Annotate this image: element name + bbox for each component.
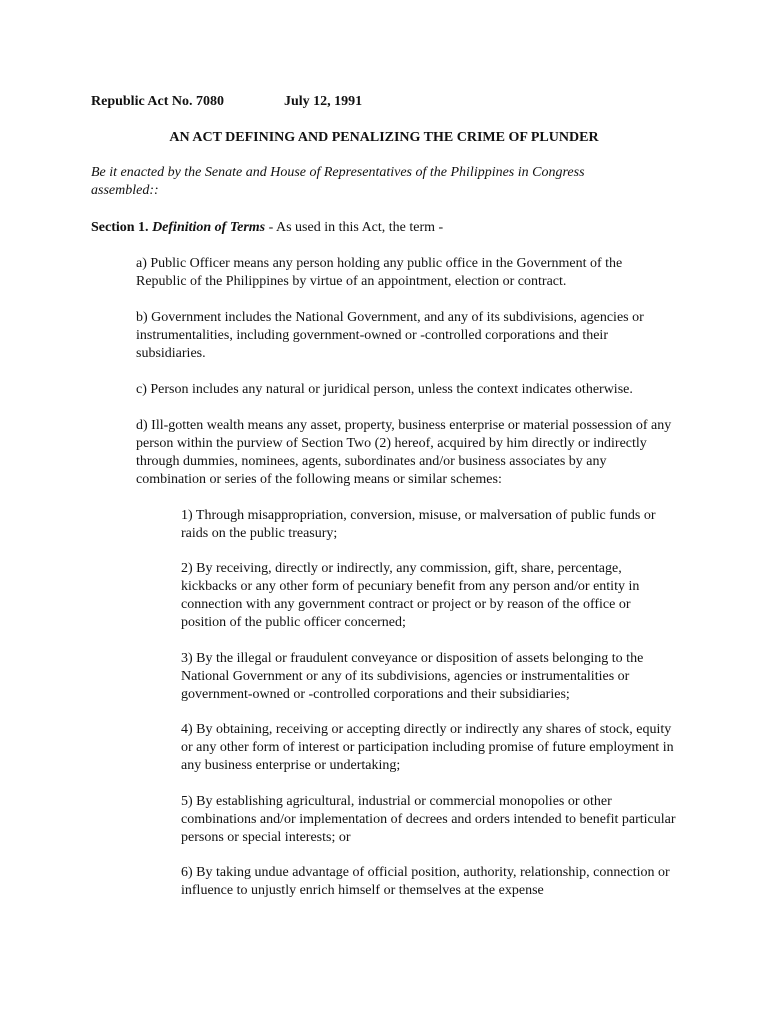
section-name: Definition of Terms xyxy=(152,220,266,235)
section-intro: - As used in this Act, the term - xyxy=(265,220,444,235)
definition-c: c) Person includes any natural or juridical person, unless the context indicates otherwise. xyxy=(136,382,633,397)
act-header xyxy=(91,93,363,111)
means-item-1: 1) Through misappropriation, conversion, misuse, or malversation of public funds or raids on the public treasury; xyxy=(181,508,656,541)
act-number: Republic Act No. 7080 xyxy=(91,94,224,109)
means-item-4: 4) By obtaining, receiving or accepting directly or indirectly any shares of stock, equity or any other form of interest or participation including promise of future employment in any business enterprise or undertaking; xyxy=(181,722,674,773)
section-1-heading xyxy=(91,219,443,237)
means-item-2: 2) By receiving, directly or indirectly, any commission, gift, share, percentage, kickbacks or any other form of pecuniary benefit from any person and/or entity in connection with any government contract or project or by reason of the office or position of the public officer concerned; xyxy=(181,561,640,630)
section-number: Section 1. xyxy=(91,220,149,235)
definition-a: a) Public Officer means any person holding any public office in the Government of the Republic of the Philippines by virtue of an appointment, election or contract. xyxy=(136,256,623,289)
means-item-6: 6) By taking undue advantage of official position, authority, relationship, connection or influence to unjustly enrich himself or themselves at the expense xyxy=(181,865,670,898)
act-date: July 12, 1991 xyxy=(284,94,363,109)
definition-d: d) Ill-gotten wealth means any asset, property, business enterprise or material possession of any person within the purview of Section Two (2) hereof, acquired by him directly or indirectly through dummies, nominees, agents, subordinates and/or business associates by any combination or series of the following means or similar schemes: xyxy=(136,418,672,487)
definition-b: b) Government includes the National Government, and any of its subdivisions, agencies or instrumentalities, including government-owned or -controlled corporations and their subsidiaries. xyxy=(136,310,644,361)
enacting-clause: Be it enacted by the Senate and House of Representatives of the Philippines in Congress assembled:: xyxy=(91,165,585,198)
act-title: AN ACT DEFINING AND PENALIZING THE CRIME OF PLUNDER xyxy=(169,130,599,145)
means-item-5: 5) By establishing agricultural, industrial or commercial monopolies or other combinations and/or implementation of decrees and orders intended to benefit particular persons or special interests; or xyxy=(181,794,676,845)
means-item-3: 3) By the illegal or fraudulent conveyance or disposition of assets belonging to the National Government or any of its subdivisions, agencies or instrumentalities or government-owned or -controlled corporations and their subsidiaries; xyxy=(181,651,644,702)
